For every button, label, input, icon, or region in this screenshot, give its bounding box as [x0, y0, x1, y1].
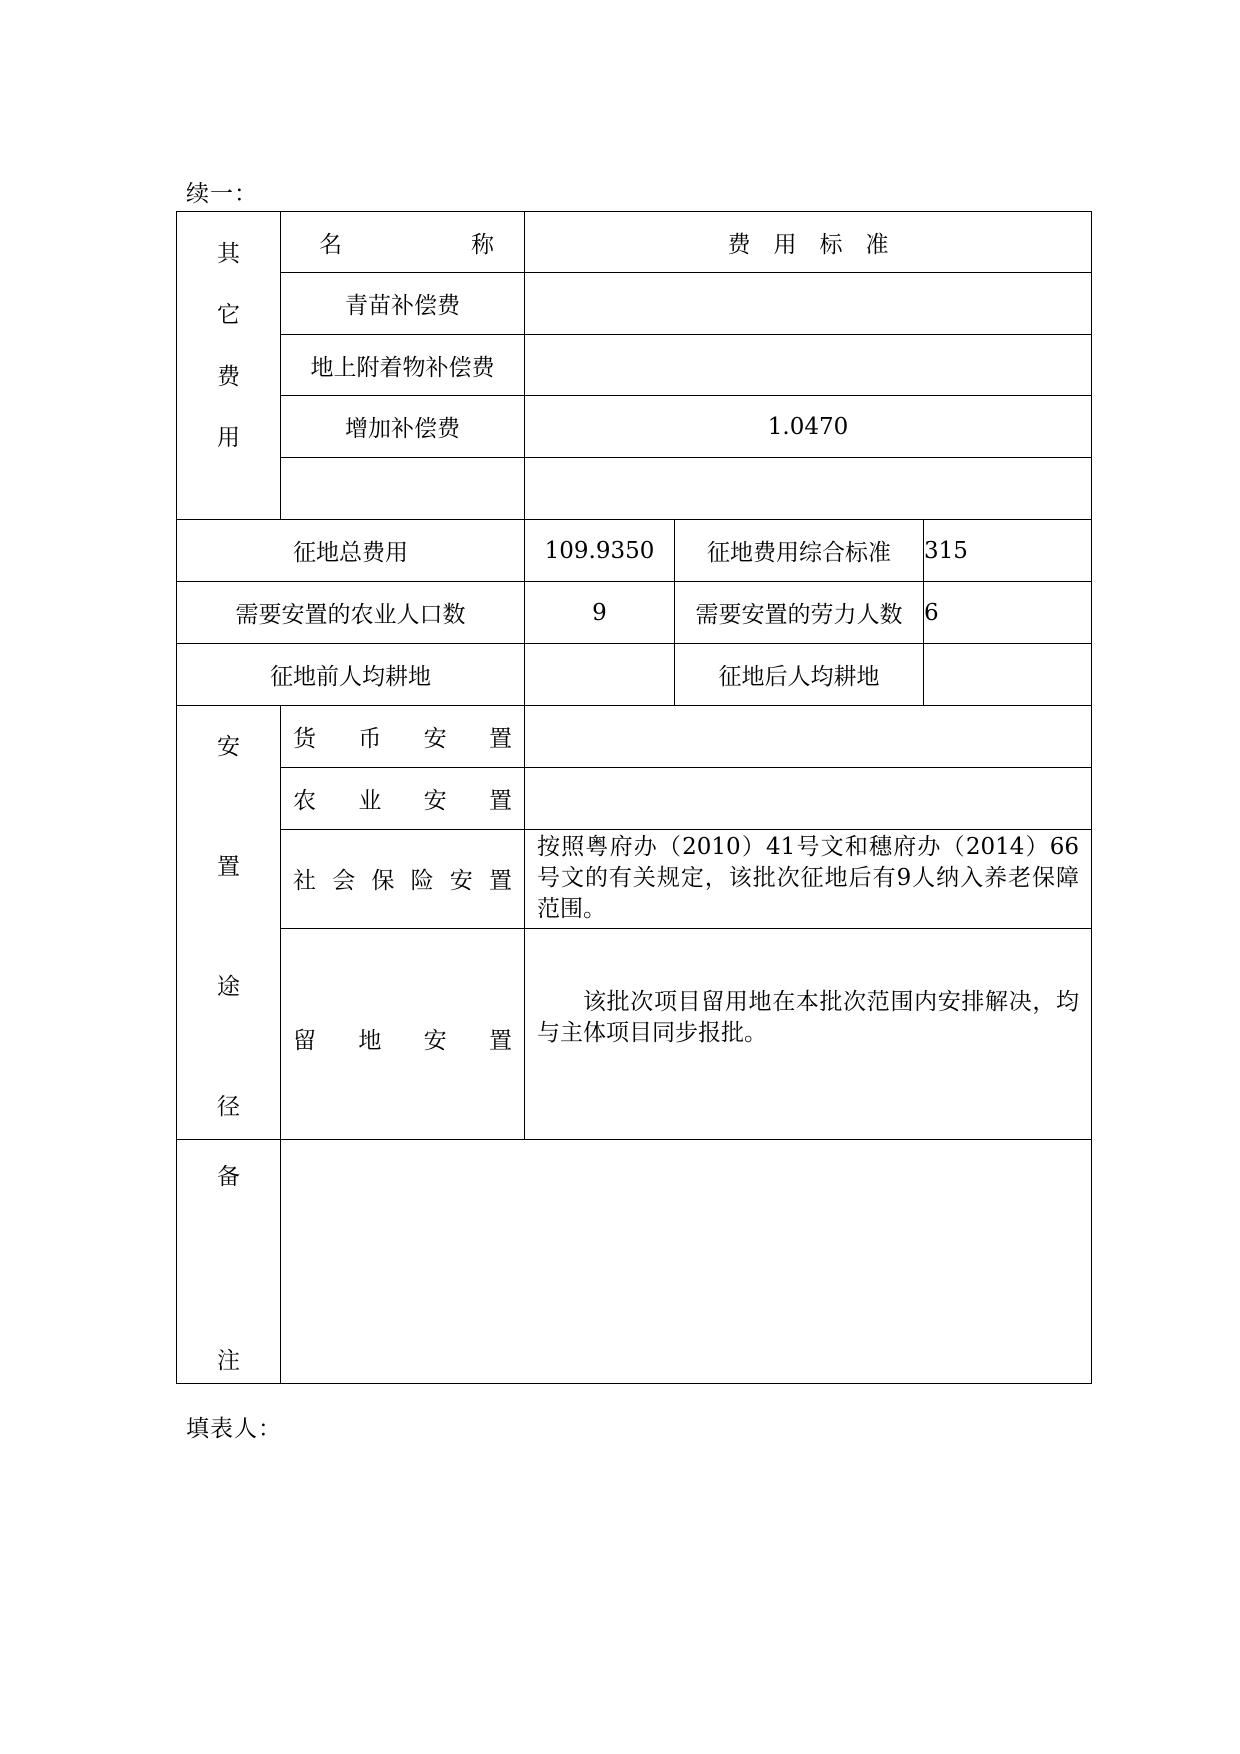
label-char: 保 [371, 868, 395, 895]
attachment-compensation-label: 地上附着物补偿费 [281, 335, 525, 396]
social-insurance-resettlement-text [525, 829, 1092, 928]
label-char: 安 [449, 868, 473, 895]
label-char: 农 [293, 787, 316, 814]
other-fees-char: 用 [217, 425, 240, 452]
fee-standard-header: 费 用 标 准 [525, 212, 1092, 273]
blank-fee-label [281, 458, 525, 520]
resettlement-char: 径 [217, 1094, 240, 1120]
label-char: 地 [358, 1027, 382, 1054]
social-insurance-resettlement-label [281, 829, 525, 928]
name-header-char: 称 [471, 231, 494, 258]
composite-standard-label: 征地费用综合标准 [675, 520, 924, 582]
labor-count-value: 6 [924, 582, 1092, 644]
label-char: 安 [423, 787, 447, 814]
continued-label: 续一： [186, 181, 258, 207]
total-cost-label: 征地总费用 [177, 520, 525, 582]
per-capita-before-label: 征地前人均耕地 [177, 644, 525, 706]
remarks-char: 备 [217, 1164, 240, 1190]
label-char: 货 [293, 726, 316, 753]
agri-population-value: 9 [525, 582, 675, 644]
monetary-resettlement-value [525, 706, 1092, 768]
other-fees-section-label [177, 212, 281, 520]
other-fees-char: 费 [217, 363, 240, 390]
agri-population-label: 需要安置的农业人口数 [177, 582, 525, 644]
seedling-compensation-label: 青苗补偿费 [281, 273, 525, 335]
label-char: 安 [423, 726, 447, 753]
land-acquisition-form-table [176, 211, 1092, 1384]
additional-compensation-label: 增加补偿费 [281, 396, 525, 458]
blank-fee-value [525, 458, 1092, 520]
per-capita-before-value [525, 644, 675, 706]
per-capita-after-value [924, 644, 1092, 706]
other-fees-char: 它 [217, 302, 240, 329]
label-char: 置 [488, 1027, 512, 1054]
resettlement-section-label [177, 706, 281, 1140]
label-char: 险 [410, 868, 434, 895]
other-fees-char: 其 [217, 240, 240, 267]
additional-compensation-value: 1.0470 [525, 396, 1092, 458]
name-header-char: 名 [319, 231, 342, 258]
label-char: 安 [423, 1027, 447, 1054]
label-char: 币 [358, 726, 382, 753]
name-column-header [281, 212, 525, 273]
total-cost-value: 109.9350 [525, 520, 675, 582]
reserved-land-resettlement-label [281, 929, 525, 1140]
label-char: 留 [293, 1027, 316, 1054]
label-char: 业 [358, 787, 382, 814]
seedling-compensation-value [525, 273, 1092, 335]
reserved-land-resettlement-text [525, 929, 1092, 1140]
labor-count-label: 需要安置的劳力人数 [675, 582, 924, 644]
monetary-resettlement-label [281, 706, 525, 768]
remarks-char: 注 [217, 1348, 240, 1374]
remarks-section-label [177, 1140, 281, 1384]
resettlement-char: 安 [217, 734, 240, 760]
per-capita-after-label: 征地后人均耕地 [675, 644, 924, 706]
label-char: 社 [293, 868, 316, 895]
label-char: 置 [488, 726, 512, 753]
agricultural-resettlement-label [281, 768, 525, 829]
social-insurance-paragraph: 按照粤府办（2010）41号文和穗府办（2014）66号文的有关规定，该批次征地后有9人纳入养老保障范围。 [537, 834, 1079, 923]
resettlement-char: 置 [217, 854, 240, 880]
remarks-content [281, 1140, 1092, 1384]
label-char: 会 [332, 868, 356, 895]
label-char: 置 [488, 868, 512, 895]
label-char: 置 [488, 787, 512, 814]
agricultural-resettlement-value [525, 768, 1092, 829]
filled-by-label: 填表人： [186, 1416, 282, 1442]
reserved-land-paragraph: 该批次项目留用地在本批次范围内安排解决，均与主体项目同步报批。 [537, 989, 1079, 1047]
attachment-compensation-value [525, 335, 1092, 396]
composite-standard-value: 315 [924, 520, 1092, 582]
resettlement-char: 途 [217, 974, 240, 1000]
